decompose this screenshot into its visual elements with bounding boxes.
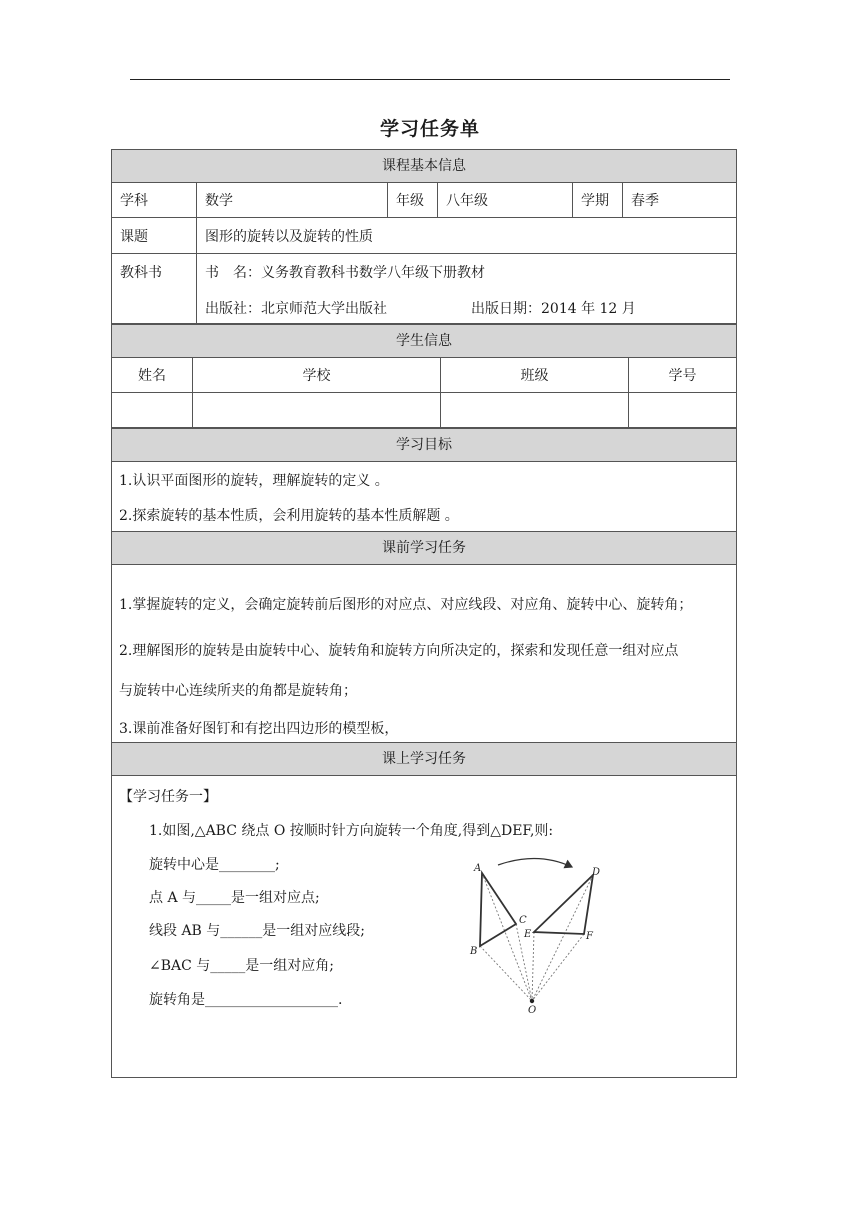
objective-item: 2.探索旋转的基本性质，会利用旋转的基本性质解题 。: [119, 508, 459, 524]
class-field[interactable]: [440, 393, 628, 427]
label-a: A: [474, 863, 482, 874]
student-id-field[interactable]: [628, 393, 736, 427]
header-rule: [130, 79, 730, 80]
subject-value: 数学: [196, 183, 387, 217]
textbook-label: 教科书: [120, 265, 162, 281]
blank-corresponding-segment: 线段 AB 与______是一组对应线段;: [149, 923, 366, 939]
subject-label: 学科: [120, 193, 148, 209]
rotation-figure: [468, 855, 616, 1021]
col-student-id: 学号: [628, 358, 736, 392]
publish-date: 出版日期：2014 年 12 月: [471, 301, 636, 317]
label-e: E: [524, 929, 532, 940]
preclass-item: 2.理解图形的旋转是由旋转中心、旋转角和旋转方向所决定的，探索和发现任意一组对应点: [119, 643, 679, 659]
textbook-row: [111, 254, 737, 324]
label-o: O: [528, 1005, 537, 1016]
objective-item: 1.认识平面图形的旋转，理解旋转的定义 。: [119, 473, 389, 489]
triangle-def: [534, 875, 593, 934]
label-f: F: [586, 931, 593, 942]
publisher: 出版社：北京师范大学出版社: [205, 301, 387, 317]
blank-corresponding-point: 点 A 与_____是一组对应点;: [149, 890, 320, 906]
topic-value: 图形的旋转以及旋转的性质: [196, 218, 736, 253]
task-question: 1.如图,△ABC 绕点 O 按顺时针方向旋转一个角度,得到△DEF,则:: [149, 823, 554, 839]
inclass-header: 课上学习任务: [111, 742, 737, 776]
blank-rotation-center: 旋转中心是________;: [149, 857, 280, 873]
triangle-abc: [480, 873, 516, 946]
term-value: 春季: [622, 183, 736, 217]
page-title: 学习任务单: [379, 118, 480, 140]
textbook-title: 书 名：义务教育教科书数学八年级下册教材: [205, 265, 485, 281]
student-info-header: 学生信息: [111, 324, 737, 358]
preclass-item: 3.课前准备好图钉和有挖出四边形的模型板，: [119, 721, 399, 737]
label-c: C: [519, 915, 527, 926]
label-b: B: [470, 946, 478, 957]
rotation-arrow: [498, 858, 572, 867]
objectives-header: 学习目标: [111, 428, 737, 462]
preclass-header: 课前学习任务: [111, 531, 737, 565]
preclass-item: 与旋转中心连续所夹的角都是旋转角；: [119, 683, 357, 699]
term-label: 学期: [572, 183, 622, 217]
textbook-details: [196, 254, 736, 323]
col-school: 学校: [192, 358, 440, 392]
col-name: 姓名: [138, 368, 166, 384]
point-o: [530, 999, 534, 1003]
task-title: 【学习任务一】: [119, 789, 217, 805]
course-info-header: 课程基本信息: [111, 149, 737, 183]
school-field[interactable]: [192, 393, 440, 427]
name-field[interactable]: [112, 393, 192, 427]
grade-label: 年级: [387, 183, 437, 217]
preclass-item: 1.掌握旋转的定义，会确定旋转前后图形的对应点、对应线段、对应角、旋转中心、旋转角；: [119, 597, 693, 613]
label-d: D: [592, 867, 601, 878]
subject-row: [111, 183, 737, 218]
blank-corresponding-angle: ∠BAC 与_____是一组对应角;: [149, 958, 335, 974]
topic-label: 课题: [120, 228, 148, 245]
student-columns-row: [111, 358, 737, 393]
rotation-diagram: [468, 855, 616, 1017]
col-class: 班级: [440, 358, 628, 392]
blank-rotation-angle: 旋转角是___________________.: [149, 992, 343, 1008]
grade-value: 八年级: [437, 183, 572, 217]
topic-row: [111, 218, 737, 254]
student-values-row: [111, 393, 737, 428]
